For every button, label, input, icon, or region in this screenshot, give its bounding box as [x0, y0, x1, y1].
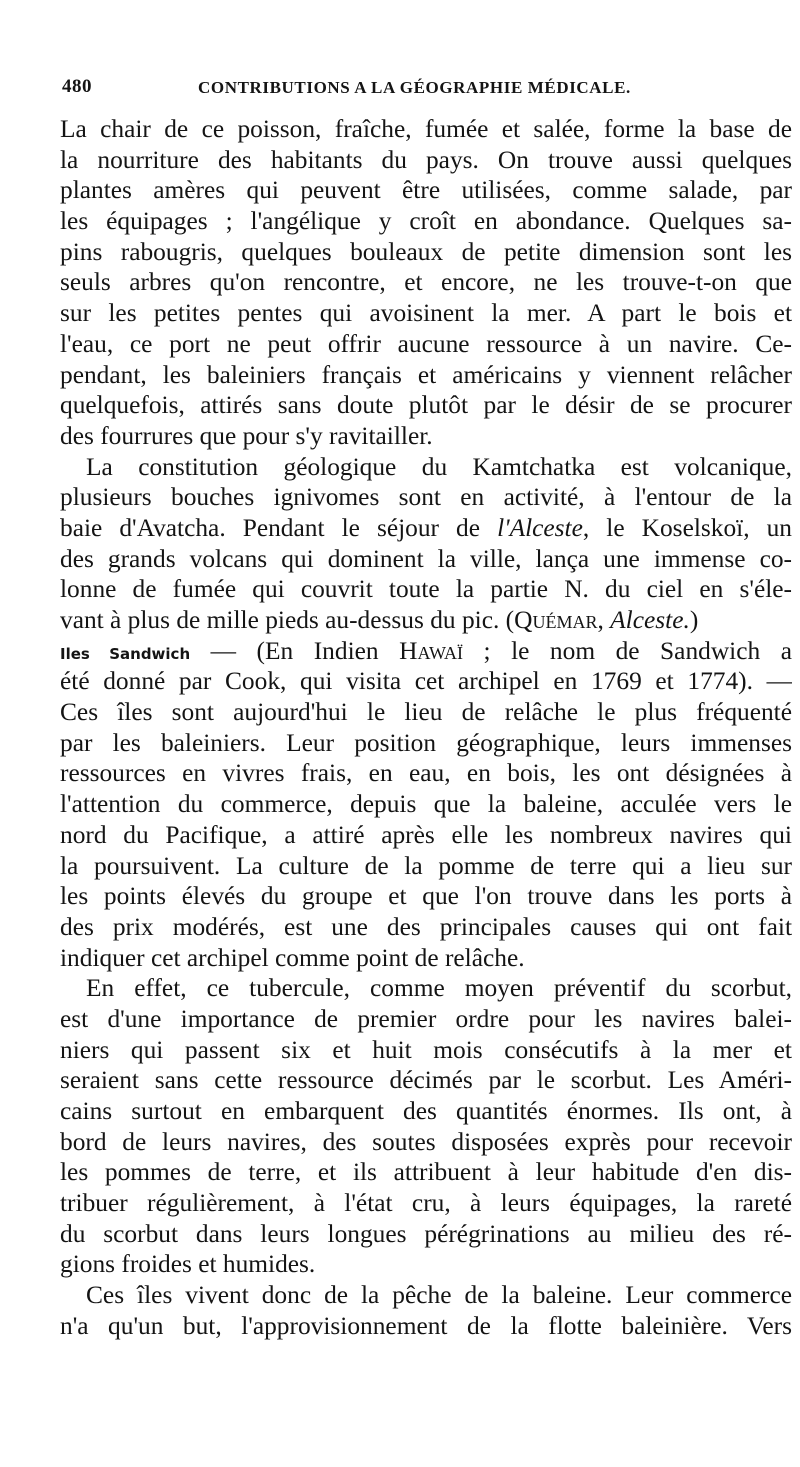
- text-line: des prix modérés, est une des principales causes qui ont fait: [60, 912, 792, 941]
- text-line: niers qui passent six et huit mois consécutifs à la mer et: [60, 1035, 792, 1064]
- text-line: seraient sans cette ressource décimés par le scorbut. Les Améri-: [60, 1066, 792, 1095]
- text-line: En effet, ce tubercule, comme moyen préventif du scorbut,: [86, 974, 792, 1003]
- text-line: [60, 636, 792, 667]
- text-line: bord de leurs navires, des soutes disposées exprès pour recevoir: [60, 1127, 792, 1156]
- text-line: plantes amères qui peuvent être utilisées, comme salade, par: [60, 176, 792, 205]
- text-line: [60, 605, 792, 636]
- text-line: pendant, les baleiniers français et américains y viennent relâcher: [60, 360, 792, 389]
- text-line: lonne de fumée qui couvrit toute la partie N. du ciel en s'éle-: [60, 575, 792, 604]
- text-segment: , le Koselskoï, un: [582, 513, 792, 542]
- ship-name: l'Alceste: [497, 513, 583, 542]
- text-line: les équipages ; l'angélique y croît en abondance. Quelques sa-: [60, 207, 792, 236]
- section-heading: Iles Sandwich: [60, 644, 191, 663]
- text-line: ressources en vivres frais, en eau, en bois, les ont désignées à: [60, 759, 792, 788]
- text-line: les points élevés du groupe et que l'on trouve dans les ports à: [60, 882, 792, 911]
- text-line: Ces îles vivent donc de la pêche de la baleine. Leur commerce: [86, 1281, 792, 1310]
- text-segment: ): [689, 606, 699, 634]
- text-line: La chair de ce poisson, fraîche, fumée et salée, forme la base de: [60, 115, 792, 143]
- text-line: par les baleiniers. Leur position géographique, leurs immenses: [60, 728, 792, 757]
- text-line: est d'une importance de premier ordre pour les navires balei-: [60, 1004, 792, 1033]
- text-line: l'attention du commerce, depuis que la baleine, acculée vers le: [60, 790, 792, 819]
- page-number: 480: [62, 76, 92, 97]
- text-line: nord du Pacifique, a attiré après elle les nombreux navires qui: [60, 820, 792, 849]
- text-line: Ces îles sont aujourd'hui le lieu de relâche le plus fréquenté: [60, 698, 792, 727]
- text-line: quelquefois, attirés sans doute plutôt par le désir de se procurer: [60, 391, 792, 420]
- text-line: seuls arbres qu'on rencontre, et encore, ne les trouve-t-on que: [60, 268, 792, 297]
- text-line: été donné par Cook, qui visita cet archipel en 1769 et 1774). —: [60, 667, 792, 696]
- text-line: gions froides et humides.: [60, 1250, 316, 1279]
- text-segment: ,: [597, 606, 611, 634]
- text-segment: ; le nom de Sandwich a: [463, 636, 792, 665]
- text-segment: — (En Indien: [190, 636, 400, 665]
- text-segment: vant à plus de mille pieds au-dessus du pic. (: [60, 606, 515, 634]
- native-name: Hawaï: [399, 636, 463, 665]
- text-line: [60, 513, 792, 544]
- text-line: sur les petites pentes qui avoisinent la mer. A part le bois et: [60, 299, 792, 328]
- text-line: du scorbut dans leurs longues pérégrinations au milieu des ré-: [60, 1219, 792, 1248]
- body-text: [60, 114, 792, 1342]
- running-head: [60, 72, 792, 106]
- author-name: Quémar: [514, 606, 598, 634]
- running-title: CONTRIBUTIONS A LA GÉOGRAPHIE MÉDICALE.: [198, 78, 631, 97]
- text-line: cains surtout en embarquent des quantités énormes. Ils ont, à: [60, 1097, 792, 1125]
- text-line: les pommes de terre, et ils attribuent à leur habitude d'en dis-: [60, 1158, 792, 1187]
- source-title: Alceste.: [610, 606, 690, 634]
- text-line: indiquer cet archipel comme point de relâche.: [60, 943, 525, 972]
- text-line: plusieurs bouches ignivomes sont en activité, à l'entour de la: [60, 483, 792, 512]
- text-line: la nourriture des habitants du pays. On trouve aussi quelques: [60, 145, 792, 174]
- text-line: tribuer régulièrement, à l'état cru, à leurs équipages, la rareté: [60, 1189, 792, 1218]
- text-line: la poursuivent. La culture de la pomme de terre qui a lieu sur: [60, 851, 792, 880]
- text-segment: baie d'Avatcha. Pendant le séjour de: [60, 513, 498, 542]
- text-line: La constitution géologique du Kamtchatka est volcanique,: [86, 452, 792, 481]
- text-line: pins rabougris, quelques bouleaux de petite dimension sont les: [60, 237, 792, 266]
- book-page: [60, 72, 792, 1342]
- text-line: n'a qu'un but, l'approvisionnement de la flotte baleinière. Vers: [60, 1311, 792, 1340]
- text-line: des fourrures que pour s'y ravitailler.: [60, 421, 433, 450]
- text-line: l'eau, ce port ne peut offrir aucune ressource à un navire. Ce-: [60, 329, 792, 358]
- text-line: des grands volcans qui dominent la ville, lança une immense co-: [60, 544, 792, 573]
